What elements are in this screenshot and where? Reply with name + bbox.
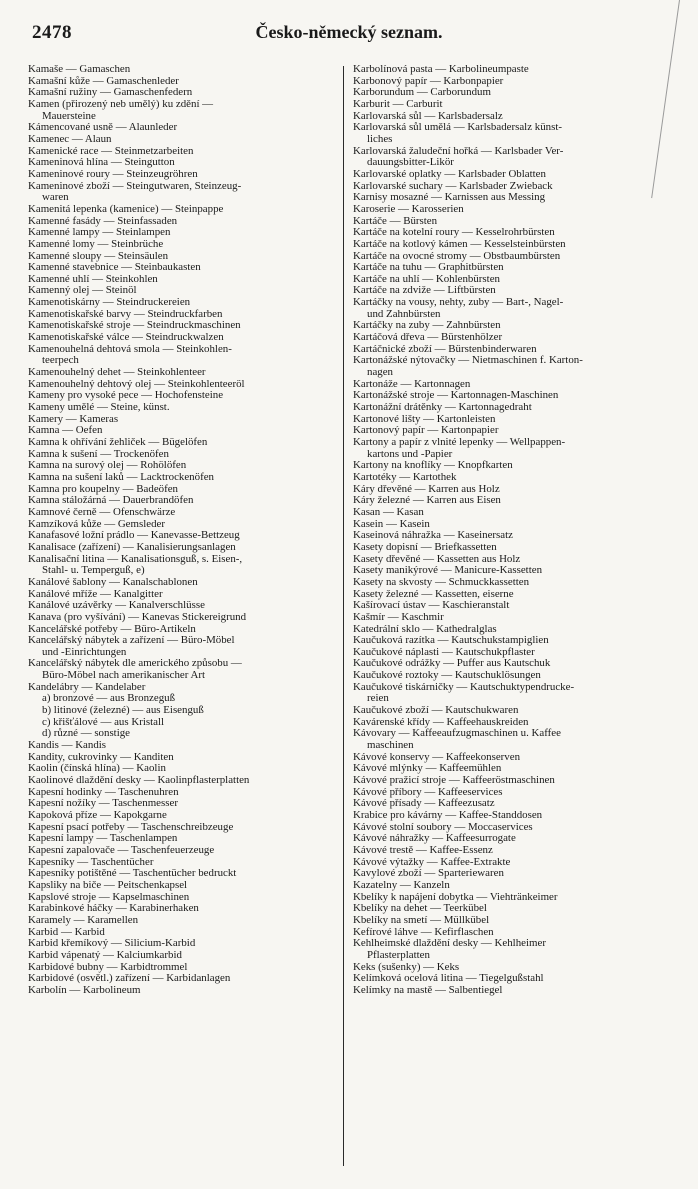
index-entry: Kazatelny — Kanzeln xyxy=(353,879,450,891)
index-entry: Kašírovací ústav — Kaschieranstalt xyxy=(353,600,510,612)
index-entry: Kavylové zboží — Sparteriewaren xyxy=(353,868,504,880)
index-entry: Kartáče na tuhu — Graphitbürsten xyxy=(353,262,504,274)
index-entry: Kamaše — Gamaschen xyxy=(28,64,131,75)
index-entry: Kamenotiskařské válce — Steindruckwalzen xyxy=(28,332,224,344)
index-entry: Kanálové uzávěrky — Kanalverschlüsse xyxy=(28,600,205,612)
index-entry: kartons und -Papier xyxy=(367,448,453,460)
index-entry: Kamna k ohřívání žehliček — Bügelöfen xyxy=(28,437,208,448)
index-entry: a) bronzové — aus Bronzeguß xyxy=(42,693,176,705)
index-entry: Kartáčová dřeva — Bürstenhölzer xyxy=(353,332,503,344)
index-entry: Kancelářský nábytek dle amerického způsobu — xyxy=(28,658,242,670)
index-entry: Kartonážní drátěnky — Kartonnagedraht xyxy=(353,402,532,414)
index-entry: Kaučukové zboží — Kautschukwaren xyxy=(353,705,519,717)
index-entry: Kartonážské nýtovačky — Nietmaschinen f. Karton- xyxy=(353,355,583,367)
index-entry: Kamzíková kůže — Gemsleder xyxy=(28,518,165,530)
index-entry: Kamašní ružiny — Gamaschenfedern xyxy=(28,87,193,99)
index-entry: Kamenné fasády — Steinfassaden xyxy=(28,215,178,227)
index-entry: Karburit — Carburit xyxy=(353,98,443,110)
index-entry: Kefírové láhve — Kefirflaschen xyxy=(353,926,494,938)
index-entry: Kapsliky na biče — Peitschenkapsel xyxy=(28,879,188,891)
index-entry: Kamery — Kameras xyxy=(28,413,119,425)
index-entry: Stahl- u. Temperguß, e) xyxy=(42,565,145,577)
index-entry: Kartáčky na vousy, nehty, zuby — Bart-, Nagel- xyxy=(353,297,564,309)
index-entry: Kbelíky na dehet — Teerkübel xyxy=(353,903,487,915)
index-entry: maschinen xyxy=(367,740,414,752)
right-column xyxy=(353,64,663,997)
index-entry: Kamenotiskařské stroje — Steindruckmaschinen xyxy=(28,320,241,332)
index-entry: Káry dřevěné — Karren aus Holz xyxy=(353,483,500,495)
index-entry: Karborundum — Carborundum xyxy=(353,87,491,99)
index-entry: b) litinové (železné) — aus Eisenguß xyxy=(42,705,204,717)
index-entry: Kašmír — Kaschmir xyxy=(353,611,444,623)
index-entry: Kapoková příze — Kapokgarne xyxy=(28,810,167,821)
left-column xyxy=(28,64,338,997)
index-entry: Kaučuková razítka — Kautschukstampiglien xyxy=(353,635,549,647)
index-entry: Kameninové zboží — Steingutwaren, Steinzeug- xyxy=(28,180,242,192)
index-entry: Mauersteine xyxy=(42,110,96,122)
index-entry: Kartáčky na zuby — Zahnbürsten xyxy=(353,320,501,332)
index-entry: Kapesníky potištěné — Taschentücher bedruckt xyxy=(28,868,237,880)
index-entry: Kávové konservy — Kaffeekonserven xyxy=(353,751,521,763)
index-columns xyxy=(28,64,670,1172)
index-entry: Kamna na surový olej — Rohölöfen xyxy=(28,460,187,472)
index-entry: Kartáče na uhlí — Kohlenbürsten xyxy=(353,273,500,285)
index-entry: Kámencované usně — Alaunleder xyxy=(28,122,178,134)
index-entry: Kapesní lampy — Taschenlampen xyxy=(28,833,178,845)
index-entry: Kartáče — Bürsten xyxy=(353,215,438,227)
index-entry: Kbelíky na smetí — Müllkübel xyxy=(353,914,490,926)
index-entry: Kapesní zapalovače — Taschenfeuerzeuge xyxy=(28,844,215,856)
index-entry: nagen xyxy=(367,367,394,379)
index-entry: Kasein — Kasein xyxy=(353,518,430,530)
index-entry: Kamenouhelná dehtová smola — Steinkohlen- xyxy=(28,343,232,355)
index-entry: Kapesní nožíky — Taschenmesser xyxy=(28,798,178,810)
index-entry: Kapesníky — Taschentücher xyxy=(28,856,154,868)
index-entry: Kávové výtažky — Kaffee-Extrakte xyxy=(353,856,511,868)
page-number: 2478 xyxy=(32,22,72,43)
index-entry: Kaolin (čínská hlína) — Kaolin xyxy=(28,763,166,775)
index-entry: Karbid — Karbid xyxy=(28,926,105,938)
index-entry: Kávové mlýnky — Kaffeemühlen xyxy=(353,763,502,775)
index-entry: Kávové přísady — Kaffeezusatz xyxy=(353,798,495,810)
page-title: Česko-německý seznam. xyxy=(255,22,443,42)
index-entry: Kapslové stroje — Kapselmaschinen xyxy=(28,891,190,903)
index-entry: Kaučukové náplasti — Kautschukpflaster xyxy=(353,646,535,658)
index-entry: Kamna k sušení — Trockenöfen xyxy=(28,448,169,460)
index-entry: Kamnové černě — Ofenschwärze xyxy=(28,506,176,518)
index-entry: Kandelábry — Kandelaber xyxy=(28,681,146,693)
index-entry: Karnisy mosazné — Karnissen aus Messing xyxy=(353,192,546,204)
index-entry: Kamna stáložárná — Dauerbrandöfen xyxy=(28,495,194,507)
index-entry: Kamenouhelný dehet — Steinkohlenteer xyxy=(28,367,206,379)
index-entry: Kaučukové roztoky — Kautschuklösungen xyxy=(353,670,541,682)
index-entry: Kasety manikýrové — Manicure-Kassetten xyxy=(353,565,543,577)
index-entry: Karamely — Karamellen xyxy=(28,914,139,926)
index-entry: Karbidové bubny — Karbidtrommel xyxy=(28,961,188,973)
index-entry: Kasety dopisní — Briefkassetten xyxy=(353,541,497,553)
index-entry: Karabinkové háčky — Karabinerhaken xyxy=(28,903,199,915)
index-entry: Keks (sušenky) — Keks xyxy=(353,961,460,973)
index-entry: Kartonový papír — Kartonpapier xyxy=(353,425,499,437)
index-entry: Kamenotiskařské barvy — Steindruckfarben xyxy=(28,308,223,320)
column-divider xyxy=(343,66,344,1166)
index-entry: Kancelářské potřeby — Büro-Artikeln xyxy=(28,623,196,635)
index-entry: Kanalisační litina — Kanalisationsguß, s. Eisen-, xyxy=(28,553,243,565)
index-entry: Kelímky na mastě — Salbentiegel xyxy=(353,984,503,996)
index-entry: Kartotéky — Kartothek xyxy=(353,471,457,483)
index-entry: Kartáče na zdviže — Liftbürsten xyxy=(353,285,496,297)
index-entry: Kartáčnické zboží — Bürstenbinderwaren xyxy=(353,343,537,355)
index-entry: Kamenické race — Steinmetzarbeiten xyxy=(28,145,194,157)
index-entry: Kávové trestě — Kaffee-Essenz xyxy=(353,844,493,856)
index-entry: Kehlheimské dlaždění desky — Kehlheimer xyxy=(353,938,546,950)
index-entry: Kanafasové ložní prádlo — Kanevasse-Bettzeug xyxy=(28,530,240,542)
index-entry: Kartony na knoflíky — Knopfkarten xyxy=(353,460,513,472)
index-entry: Kávové příbory — Kaffeeservices xyxy=(353,786,503,798)
index-entry: Kamna na sušení laků — Lacktrockenöfen xyxy=(28,471,214,483)
index-entry: Karbid křemíkový — Silicium-Karbid xyxy=(28,938,196,950)
index-entry: Kapesní hodinky — Taschenuhren xyxy=(28,786,179,798)
index-entry: Kapesní psací potřeby — Taschenschreibzeuge xyxy=(28,821,234,833)
index-entry: Kasan — Kasan xyxy=(353,506,424,518)
index-entry: Katedrální sklo — Kathedralglas xyxy=(353,623,497,635)
index-entry: Karoserie — Karosserien xyxy=(353,203,464,215)
index-entry: Kamenouhelný dehtový olej — Steinkohlenteeröl xyxy=(28,378,245,390)
index-entry: Kamašní kůže — Gamaschenleder xyxy=(28,75,179,87)
index-entry: c) křišťálové — aus Kristall xyxy=(42,716,164,728)
index-entry: Kamenné stavebnice — Steinbaukasten xyxy=(28,262,201,274)
index-entry: liches xyxy=(367,133,393,145)
index-entry: Kamenotiskárny — Steindruckereien xyxy=(28,297,191,309)
index-entry: Kartonáže — Kartonnagen xyxy=(353,378,471,390)
index-entry: Kaučukové tiskárničky — Kautschuktypendrucke- xyxy=(353,681,575,693)
index-entry: Kavárenské křídy — Kaffeehauskreiden xyxy=(353,716,529,728)
index-entry: Kancelářský nábytek a zařízení — Büro-Möbel xyxy=(28,635,235,647)
index-entry: Kamenné lomy — Steinbrüche xyxy=(28,238,164,250)
index-entry: Kameninové roury — Steinzeugröhren xyxy=(28,168,198,180)
index-entry: d) různé — sonstige xyxy=(42,728,131,740)
index-entry: waren xyxy=(42,192,69,204)
index-entry: Karlovarská žaludeční hořká — Karlsbader Ver- xyxy=(353,145,564,157)
index-entry: Kávové pražicí stroje — Kaffeeröstmaschinen xyxy=(353,775,555,787)
index-entry: Kamenný olej — Steinöl xyxy=(28,285,137,297)
index-entry: Kandis — Kandis xyxy=(28,740,107,752)
index-entry: Kamenné lampy — Steinlampen xyxy=(28,227,171,239)
index-entry: Kávovary — Kaffeeaufzugmaschinen u. Kaffee xyxy=(353,728,561,740)
index-entry: und Zahnbürsten xyxy=(367,308,441,320)
index-entry: Kamenitá lepenka (kamenice) — Steinpappe xyxy=(28,203,224,215)
index-entry: Kaseinová náhražka — Kaseinersatz xyxy=(353,530,513,542)
index-entry: Kamen (přirozený neb umělý) ku zdění — xyxy=(28,98,214,110)
index-entry: Karbolínová pasta — Karbolineumpaste xyxy=(353,64,529,75)
index-entry: Kbelíky k napájení dobytka — Viehtränkeimer xyxy=(353,891,558,903)
index-entry: Krabice pro kávárny — Kaffee-Standdosen xyxy=(353,810,543,821)
index-entry: Kartony a papír z vlnité lepenky — Wellpappen- xyxy=(353,437,566,448)
index-entry: Karlovarské suchary — Karlsbader Zwieback xyxy=(353,180,553,192)
index-entry: Káry železné — Karren aus Eisen xyxy=(353,495,501,507)
index-entry: Kartonové lišty — Kartonleisten xyxy=(353,413,496,425)
index-entry: Kamenné sloupy — Steinsäulen xyxy=(28,250,169,262)
index-entry: Kaolinové dlaždění desky — Kaolinpflasterplatten xyxy=(28,775,250,787)
index-entry: Kaučukové odrážky — Puffer aus Kautschuk xyxy=(353,658,551,670)
index-entry: Kelímková ocelová litina — Tiegelgußstahl xyxy=(353,973,544,985)
index-entry: Kandity, cukrovinky — Kanditen xyxy=(28,751,174,763)
index-entry: Kanava (pro vyšívání) — Kanevas Stickereigrund xyxy=(28,611,247,623)
index-entry: Karbolín — Karbolineum xyxy=(28,984,141,996)
index-entry: Kanálové šablony — Kanalschablonen xyxy=(28,576,198,588)
index-entry: Kamna pro koupelny — Badeöfen xyxy=(28,483,179,495)
index-entry: Kávové stolní soubory — Moccaservices xyxy=(353,821,533,833)
index-entry: Kanálové mříže — Kanalgitter xyxy=(28,588,163,600)
index-entry: Karbid vápenatý — Kalciumkarbid xyxy=(28,949,182,961)
index-entry: Kameninová hlína — Steingutton xyxy=(28,157,175,169)
index-entry: Kasety na skvosty — Schmuckkassetten xyxy=(353,576,530,588)
index-entry: Kameny pro vysoké pece — Hochofensteine xyxy=(28,390,224,402)
index-entry: Büro-Möbel nach amerikanischer Art xyxy=(42,670,206,682)
index-entry: Kasety železné — Kassetten, eiserne xyxy=(353,588,514,600)
index-entry: Kartáče na kotelní roury — Kesselrohrbürsten xyxy=(353,227,555,239)
index-entry: Kasety dřevěné — Kassetten aus Holz xyxy=(353,553,521,565)
index-entry: Kartonážské stroje — Kartonnagen-Maschinen xyxy=(353,390,559,402)
index-entry: dauungsbitter-Likör xyxy=(367,157,454,169)
index-entry: Kávové náhražky — Kaffeesurrogate xyxy=(353,833,516,845)
index-entry: Karlovarské oplatky — Karlsbader Oblatten xyxy=(353,168,546,180)
index-entry: Kamenec — Alaun xyxy=(28,133,112,145)
index-entry: reien xyxy=(367,693,389,705)
index-entry: Kamna — Oefen xyxy=(28,425,103,437)
index-entry: und -Einrichtungen xyxy=(42,646,127,658)
index-entry: Karlovarská sůl umělá — Karlsbadersalz künst- xyxy=(353,122,562,134)
index-entry: Pflasterplatten xyxy=(367,949,430,961)
index-entry: Kartáče na kotlový kámen — Kesselsteinbürsten xyxy=(353,238,566,250)
index-entry: Kamenné uhlí — Steinkohlen xyxy=(28,273,158,285)
index-entry: Karlovarská sůl — Karlsbadersalz xyxy=(353,110,503,122)
index-entry: Karbidové (osvětl.) zařízení — Karbidanlagen xyxy=(28,973,231,985)
index-entry: Karbonový papír — Karbonpapier xyxy=(353,75,504,87)
index-entry: Kameny umělé — Steine, künst. xyxy=(28,402,170,414)
index-entry: Kartáče na ovocné stromy — Obstbaumbürsten xyxy=(353,250,561,262)
index-entry: Kanalisace (zařízení) — Kanalisierungsanlagen xyxy=(28,541,236,553)
index-entry: teerpech xyxy=(42,355,79,367)
